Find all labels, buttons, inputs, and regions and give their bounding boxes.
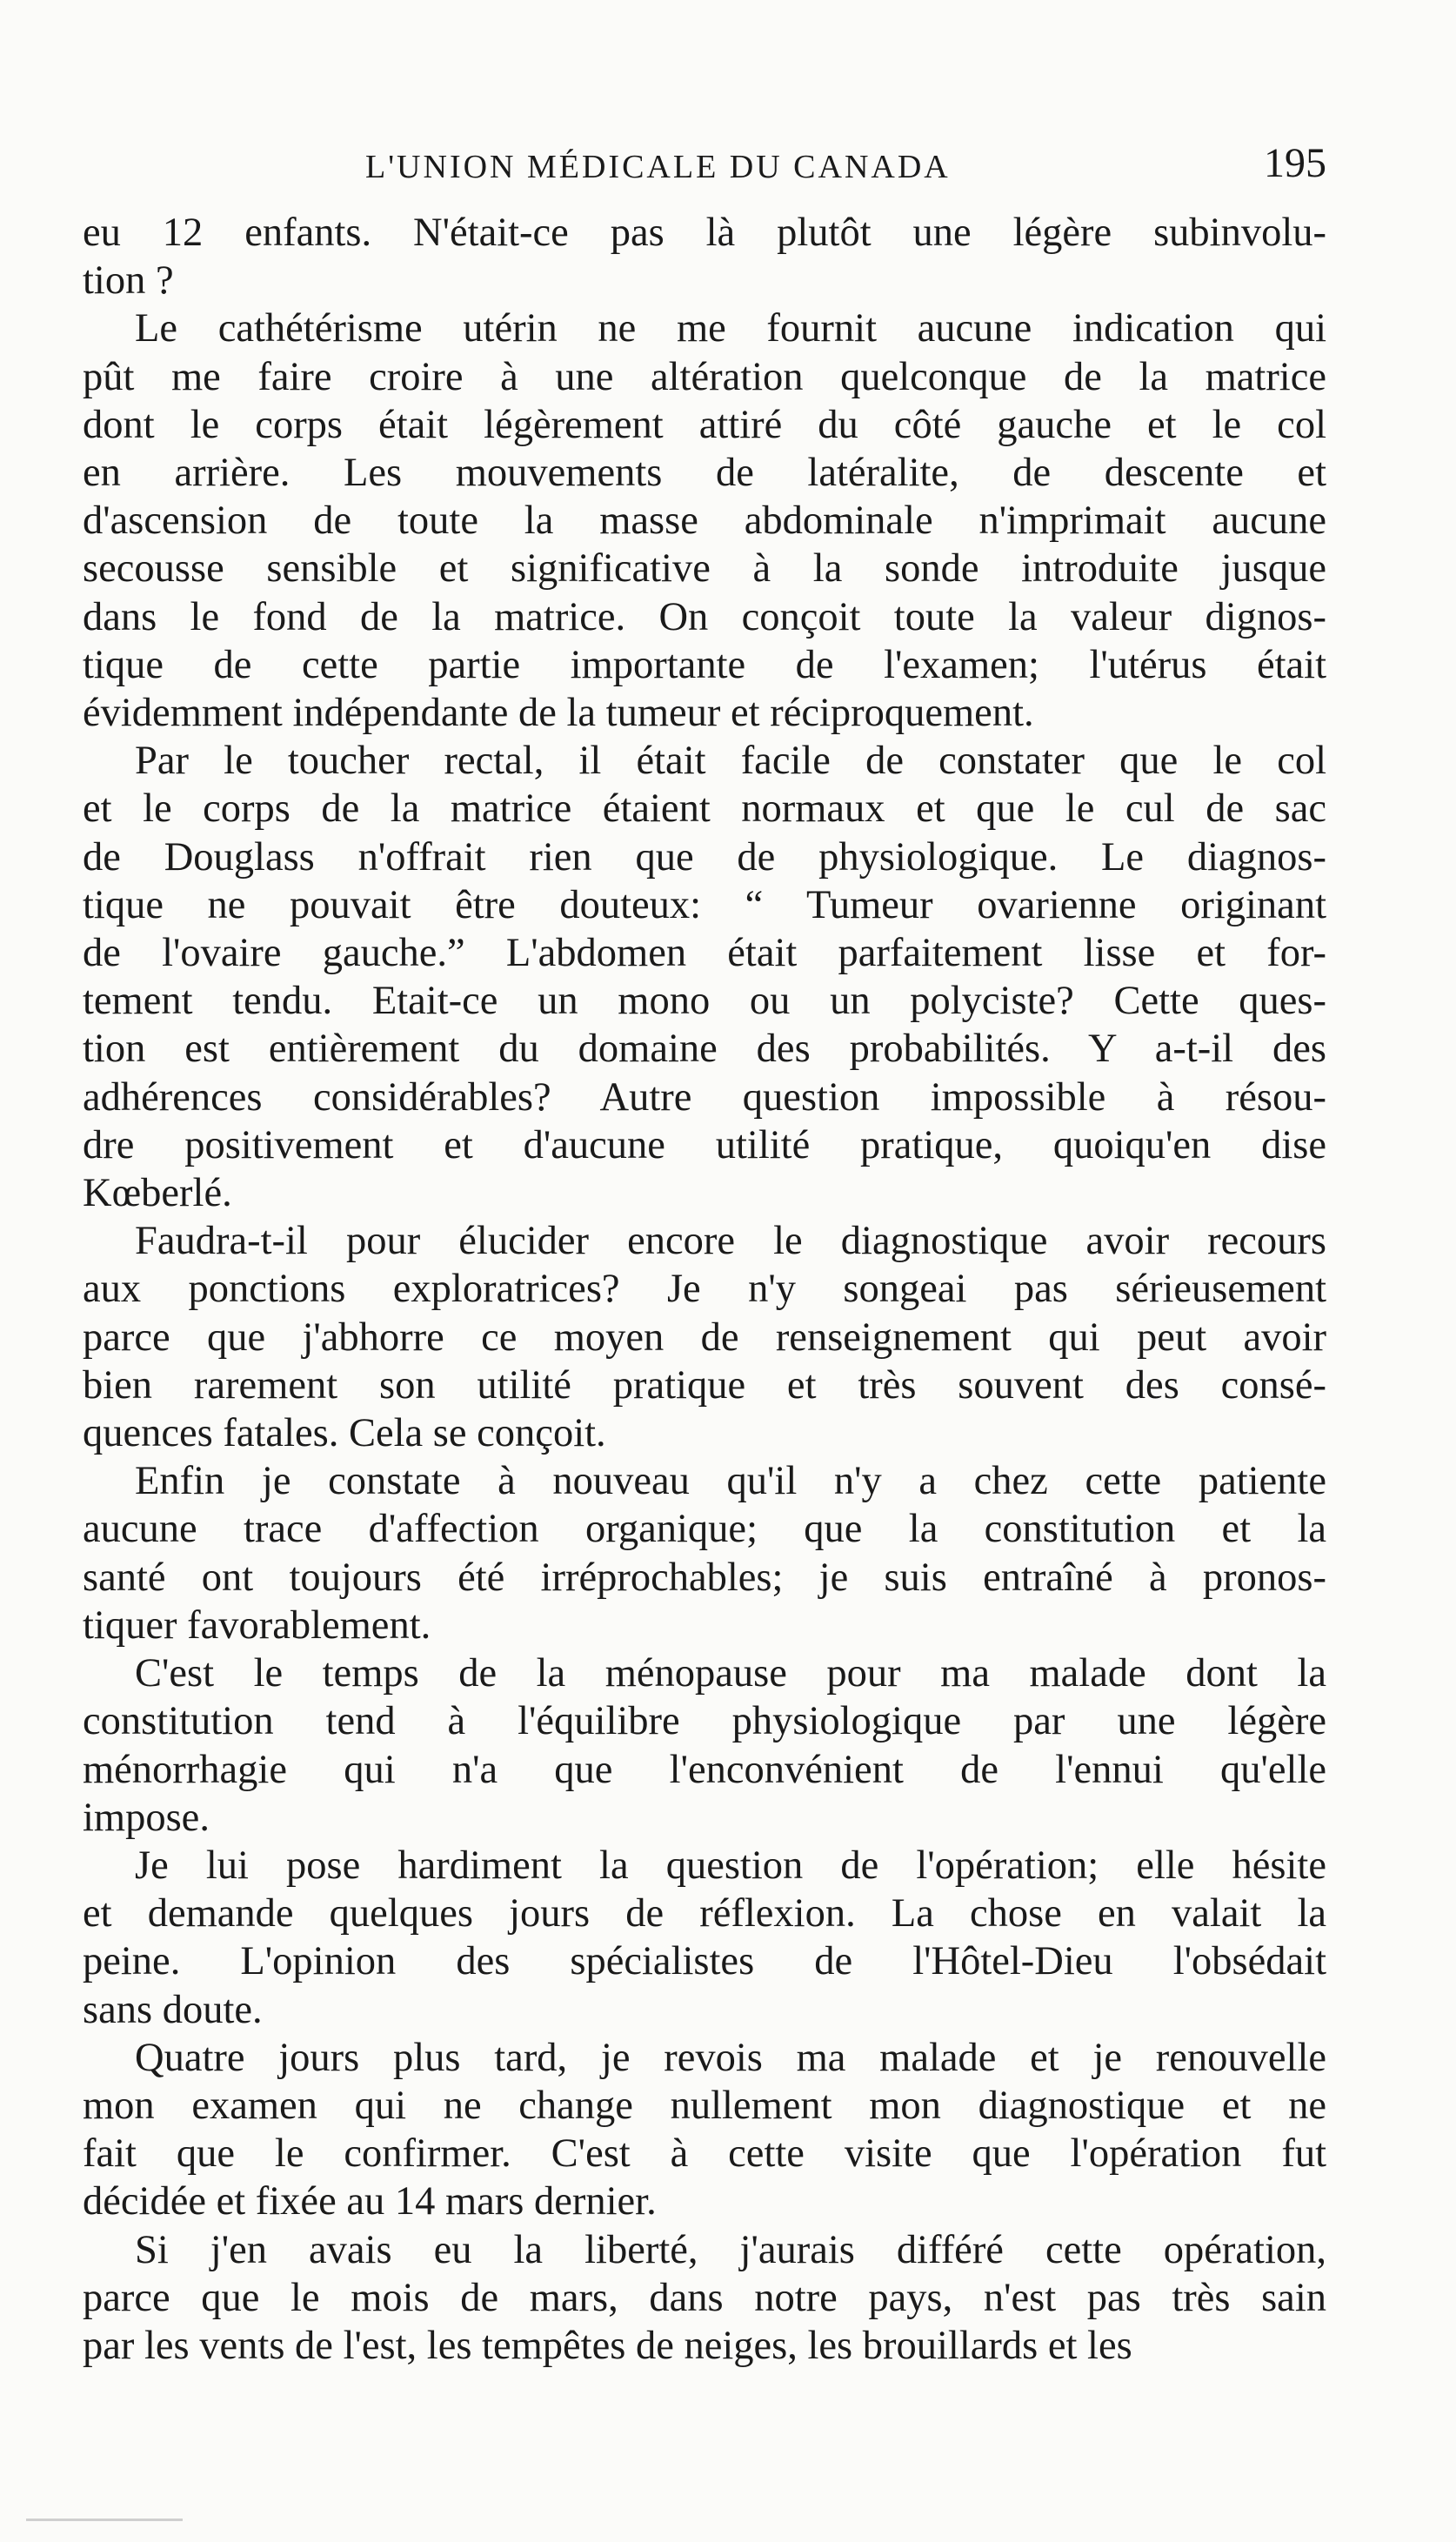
text-line: de l'ovaire gauche.” L'abdomen était parfaitement lisse et for- [83,931,1326,976]
text-line: ménorrhagie qui n'a que l'enconvénient de l'ennui qu'elle [83,1747,1326,1792]
text-line: d'ascension de toute la masse abdominale n'imprimait aucune [83,498,1326,544]
text-line: peine. L'opinion des spécialistes de l'Hôtel-Dieu l'obsédait [83,1939,1326,1984]
text-line: et demande quelques jours de réflexion. La chose en valait la [83,1891,1326,1937]
text-line: évidemment indépendante de la tumeur et réciproquement. [83,691,1034,736]
text-line: bien rarement son utilité pratique et très souvent des consé- [83,1362,1326,1408]
text-line: sans doute. [83,1987,263,2032]
text-line: fait que le confirmer. C'est à cette visite que l'opération fut [83,2131,1326,2177]
running-title: L'UNION MÉDICALE DU CANADA [365,149,951,185]
text-line: dont le corps était légèrement attiré du côté gauche et le col [83,402,1326,447]
text-line: et le corps de la matrice étaient normaux et que le cul de sac [83,786,1326,832]
text-line: aux ponctions exploratrices? Je n'y songeai pas sérieusement [83,1267,1326,1312]
text-line: tiquer favorablement. [83,1602,431,1648]
text-line: Je lui pose hardiment la question de l'opération; elle hésite [135,1843,1326,1888]
text-line: décidée et fixée au 14 mars dernier. [83,2179,657,2224]
text-line: quences fatales. Cela se conçoit. [83,1411,606,1456]
bottom-rule [26,2519,183,2521]
text-line: tique de cette partie importante de l'examen; l'utérus était [83,642,1326,687]
text-line: Enfin je constate à nouveau qu'il n'y a chez cette patiente [135,1459,1326,1504]
text-line: mon examen qui ne change nullement mon diagnostique et ne [83,2083,1326,2128]
text-line: C'est le temps de la ménopause pour ma malade dont la [135,1651,1326,1696]
text-line: parce que le mois de mars, dans notre pays, n'est pas très sain [83,2275,1326,2320]
running-head [83,139,1326,191]
text-line: tement tendu. Etait-ce un mono ou un polyciste? Cette ques- [83,979,1326,1024]
text-line: dre positivement et d'aucune utilité pratique, quoiqu'en dise [83,1122,1326,1167]
text-line: secousse sensible et significative à la sonde introduite jusque [83,546,1326,592]
page [83,139,1326,2370]
text-line: tique ne pouvait être douteux: “ Tumeur ovarienne originant [83,882,1326,927]
text-line: Faudra-t-il pour élucider encore le diagnostique avoir recours [135,1219,1326,1264]
page-number: 195 [1264,140,1326,186]
text-line: en arrière. Les mouvements de latéralite, de descente et [83,451,1326,496]
text-line: parce que j'abhorre ce moyen de renseignement qui peut avoir [83,1314,1326,1360]
text-line: tion ? [83,258,174,304]
text-line: dans le fond de la matrice. On conçoit toute la valeur dignos- [83,594,1326,639]
text-line: Kœberlé. [83,1171,232,1216]
text-line: eu 12 enfants. N'était-ce pas là plutôt une légère subinvolu- [83,211,1326,255]
text-line: Par le toucher rectal, il était facile de constater que le col [135,739,1326,784]
text-line: Quatre jours plus tard, je revois ma malade et je renouvelle [135,2035,1326,2080]
text-line: aucune trace d'affection organique; que la constitution et la [83,1507,1326,1552]
text-line: pût me faire croire à une altération quelconque de la matrice [83,354,1326,399]
text-line: constitution tend à l'équilibre physiologique par une légère [83,1699,1326,1744]
text-line: tion est entièrement du domaine des probabilités. Y a-t-il des [83,1027,1326,1072]
text-line: Le cathétérisme utérin ne me fournit aucune indication qui [135,306,1326,351]
text-line: Si j'en avais eu la liberté, j'aurais différé cette opération, [135,2227,1326,2272]
text-line: de Douglass n'offrait rien que de physiologique. Le diagnos- [83,834,1326,880]
text-line: par les vents de l'est, les tempêtes de neiges, les brouillards et les [83,2323,1132,2368]
text-line: adhérences considérables? Autre question impossible à résou- [83,1074,1326,1120]
body-text [83,209,1326,2370]
text-line: santé ont toujours été irréprochables; je suis entraîné à pronos- [83,1555,1326,1600]
text-line: impose. [83,1795,210,1840]
